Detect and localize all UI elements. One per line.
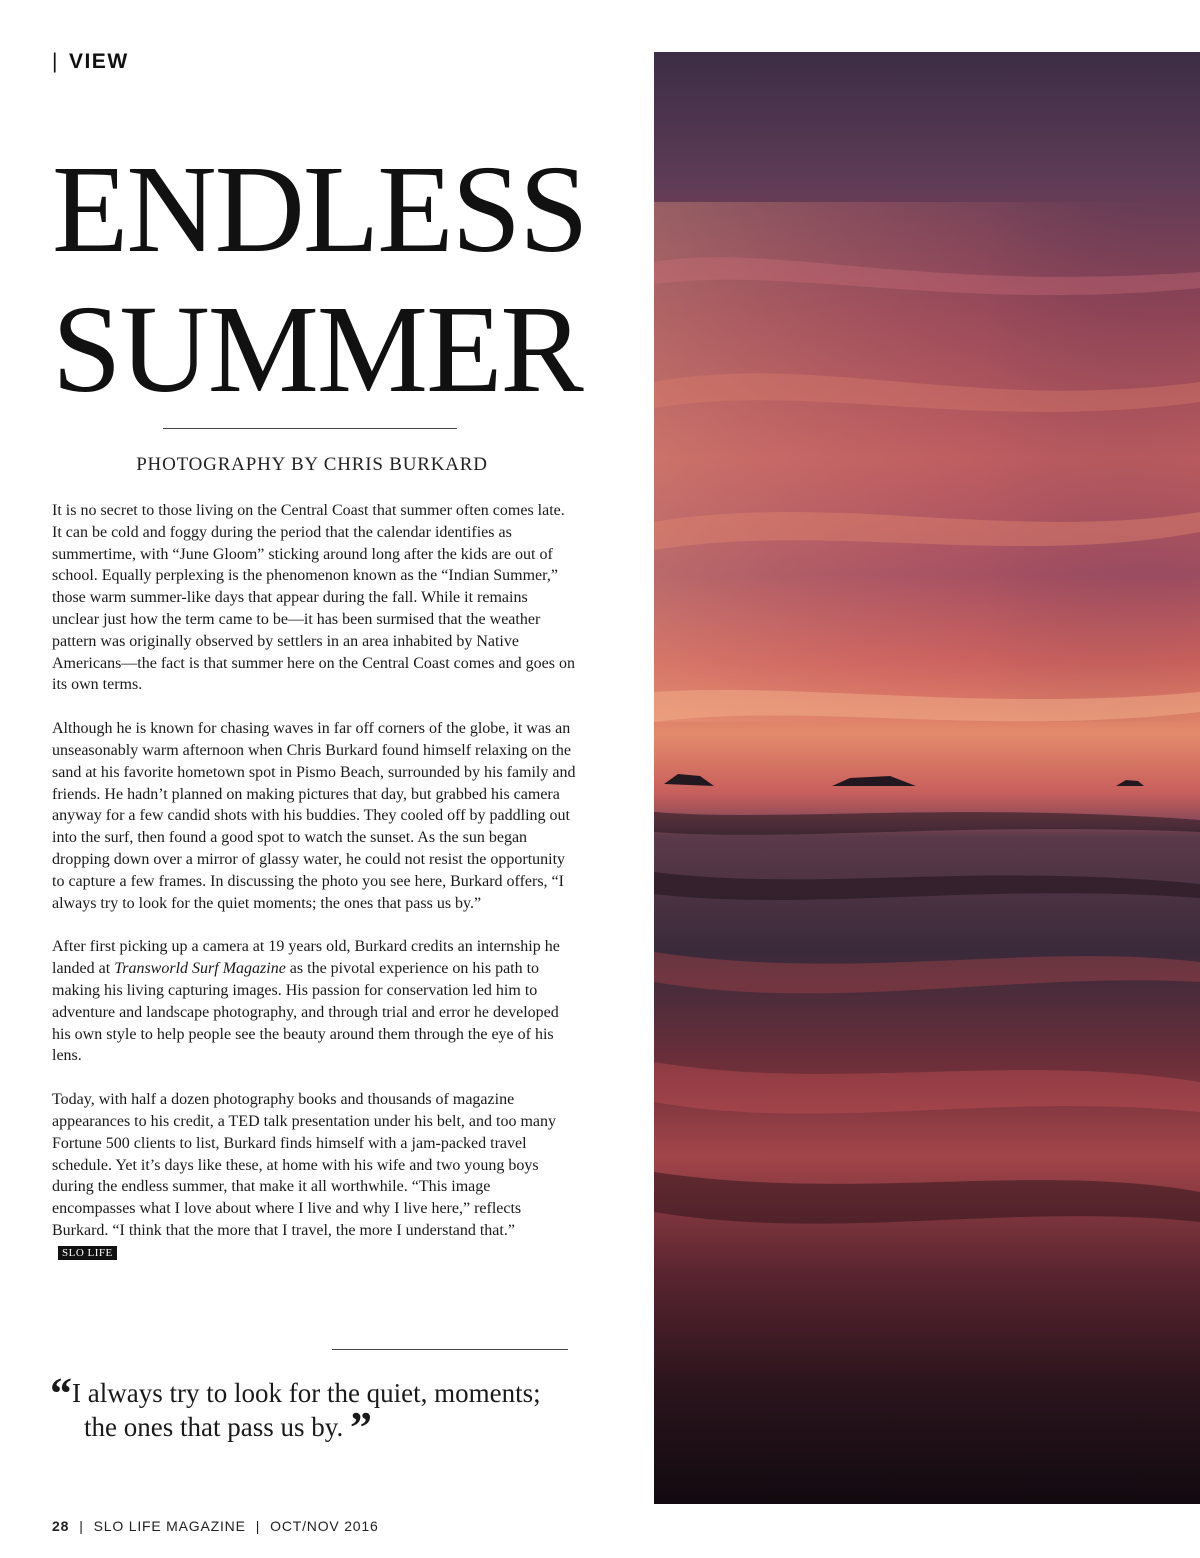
paragraph-1: It is no secret to those living on the Central Coast that summer often comes late. It can be cold and foggy during the period that the calendar identifies as summertime, with “June Gloom” sticking around long after the kids are out of school. Equally perplexing is the phenomenon known as the “Indian Summer,” those warm summer-like days that appear during the fall. While it remains unclear just how the term came to be—it has been surmised that the weather pattern was originally observed by settlers in an area inhabited by Native Americans—the fact is that summer here on the Central Coast comes and goes on its own terms. [52,502,575,694]
section-name: VIEW [68,50,129,73]
end-mark-badge: SLO LIFE [58,1246,117,1260]
sunset-ocean-photo [654,52,1200,1504]
footer-separator-1: | [79,1518,84,1534]
page-footer [52,1518,379,1534]
footer-separator-2: | [255,1518,261,1534]
section-bar: | [52,50,59,73]
page-number: 28 [52,1518,70,1534]
magazine-title: Transworld Surf Magazine [114,960,286,978]
photo-credit-byline: PHOTOGRAPHY BY CHRIS BURKARD [136,454,488,475]
pull-quote-line-2 [50,1403,590,1452]
paragraph-4 [52,1089,577,1263]
article-title [52,140,592,420]
paragraph-2: Although he is known for chasing waves in far off corners of the globe, it was an unseasonably warm afternoon when Chris Burkard found himself relaxing on the sand at his favorite hometown spot in Pismo Beach, surrounded by his family and friends. He hadn’t planned on making pictures that day, but grabbed his camera anyway for a few candid shots with his buddies. They cooled off by paddling out into the surf, then found a good spot to watch the sunset. As the sun began dropping down over a mirror of glassy water, he could not resist the opportunity to capture a few frames. In discussing the photo you see here, Burkard offers, “I always try to look for the quiet moments; the ones that pass us by.” [52,720,576,912]
section-label [52,50,129,74]
issue-date: OCT/NOV 2016 [270,1518,379,1534]
paragraph-4-text: Today, with half a dozen photography books and thousands of magazine appearances to his credit, a TED talk presentation under his belt, and too many Fortune 500 clients to list, Burkard finds himself with a jam-packed travel schedule. Yet it’s days like these, at home with his wife and two young boys during the endless summer, that make it all worthwhile. “This image encompasses what I love about where I live and why I live here,” reflects Burkard. “I think that the more that I travel, the more I understand that.” [52,1091,556,1239]
pull-quote-text-1: I always try to look for the quiet, moments; [72,1378,541,1408]
pull-quote [50,1369,590,1452]
title-line-1: ENDLESS [52,141,587,279]
open-quote-mark: “ [50,1369,72,1418]
publication-name: SLO LIFE MAGAZINE [93,1518,246,1534]
pull-quote-text-2: the ones that pass us by. [84,1412,344,1442]
pull-quote-line-1 [50,1369,590,1418]
paragraph-3 [52,936,577,1067]
sunset-photo-illustration [654,52,1200,1504]
article-body [52,500,577,1286]
paragraph-3-text-a: After first picking up a camera at 19 years old, Burkard credits an internship he landed at [52,938,560,978]
title-divider [163,428,457,429]
quote-divider [332,1349,568,1350]
paragraph-3-text-b: as the pivotal experience on his path to making his living capturing images. His passion for conservation led him to adventure and landscape photography, and through trial and error he developed his own style to help people see the beauty around them through the eye of his lens. [52,960,559,1065]
close-quote-mark: ” [349,1403,372,1452]
title-line-2: SUMMER [52,281,582,419]
